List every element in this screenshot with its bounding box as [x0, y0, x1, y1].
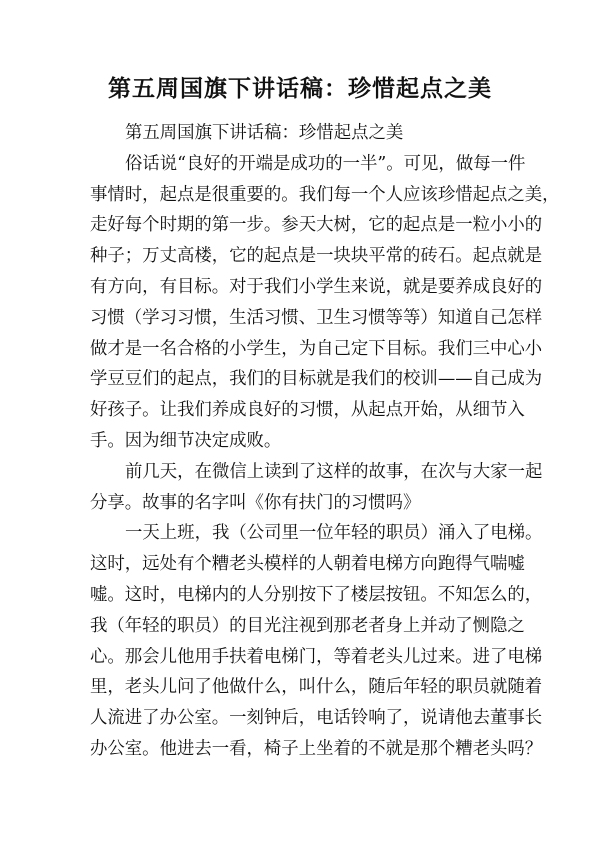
text-line: 种子；万丈高楼，它的起点是一块块平常的砖石。起点就是 — [90, 246, 543, 267]
text-line: 手。因为细节决定成败。 — [90, 430, 282, 451]
text-line: 心。那会儿他用手扶着电梯门，等着老头儿过来。进了电梯 — [90, 646, 543, 667]
document-title: 第五周国旗下讲话稿：珍惜起点之美 — [108, 75, 492, 102]
text-line: 我（年轻的职员）的目光注视到那老者身上并动了恻隐之 — [90, 615, 525, 636]
text-line: 事情时，起点是很重要的。我们每一个人应该珍惜起点之美， — [90, 184, 560, 205]
paragraph-story-intro — [90, 457, 543, 519]
text-line: 学豆豆们的起点，我们的目标就是我们的校训——自己成为 — [90, 369, 543, 390]
text-line: 第五周国旗下讲话稿：珍惜起点之美 — [125, 123, 404, 143]
text-line: 前几天，在微信上读到了这样的故事，在次与大家一起 — [125, 461, 543, 482]
text-line: 走好每个时期的第一步。参天大树，它的起点是一粒小小的 — [90, 215, 543, 236]
text-line: 好孩子。让我们养成良好的习惯，从起点开始，从细节入 — [90, 400, 525, 421]
text-line: 做才是一名合格的小学生，为自己定下目标。我们三中心小 — [90, 338, 543, 359]
text-line: 习惯（学习习惯，生活习惯、卫生习惯等等）知道自己怎样 — [90, 307, 543, 328]
paragraph-intro — [90, 149, 560, 457]
text-line: 有方向，有目标。对于我们小学生来说，就是要养成良好的 — [90, 276, 543, 297]
text-line: 一天上班，我（公司里一位年轻的职员）涌入了电梯。 — [125, 523, 543, 544]
paragraph-subtitle — [90, 118, 514, 149]
text-line: 人流进了办公室。一刻钟后，电话铃响了，说请他去董事长 — [90, 708, 543, 729]
text-line: 里，老头儿问了他做什么，叫什么，随后年轻的职员就随着 — [90, 677, 543, 698]
document-body — [90, 118, 560, 765]
text-line: 办公室。他进去一看，椅子上坐着的不就是那个糟老头吗？ — [90, 738, 543, 759]
text-line: 这时，远处有个糟老头模样的人朝着电梯方向跑得气喘嘘 — [90, 554, 525, 575]
paragraph-story — [90, 518, 543, 764]
text-line: 嘘。这时，电梯内的人分别按下了楼层按钮。不知怎么的， — [90, 584, 543, 605]
text-line: 俗话说“良好的开端是成功的一半”。可见，做每一件 — [125, 153, 526, 174]
text-line: 分享。故事的名字叫《你有扶门的习惯吗》 — [90, 492, 421, 513]
